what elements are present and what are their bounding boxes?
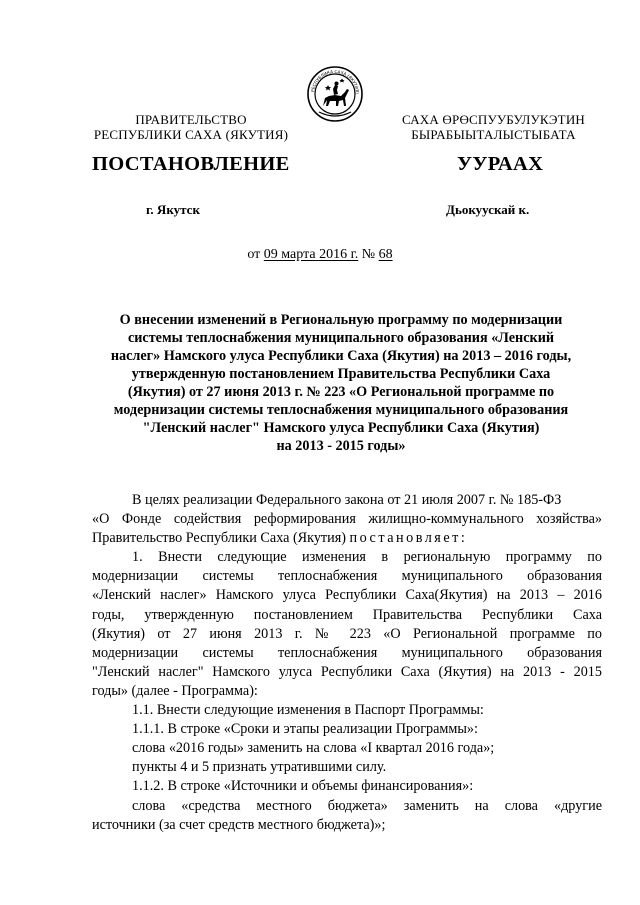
subject-line: "Ленский наслег" Намского улуса Республики Саха (Якутия) xyxy=(142,420,540,436)
document-body xyxy=(92,491,602,835)
body-line: 1.1.1. В строке «Сроки и этапы реализации Программы»: xyxy=(132,721,478,738)
government-title-line1: ПРАВИТЕЛЬСТВО xyxy=(135,112,247,127)
government-title-line2: РЕСПУБЛИКИ САХА (ЯКУТИЯ) xyxy=(93,127,289,142)
document-type-sakha: УУРААХ xyxy=(457,153,544,175)
subject-line: наслег» Намского улуса Республики Саха (Якутия) на 2013 – 2016 годы, xyxy=(110,348,572,364)
body-line xyxy=(92,529,602,548)
coat-of-arms-icon xyxy=(305,56,365,130)
subject-line: О внесении изменений в Региональную программу по модернизации xyxy=(119,312,563,328)
subject-line: на 2013 - 2015 годы» xyxy=(276,438,406,454)
government-title-sakha-line1: САХА ӨРӨСПУУБУЛУКЭТИН xyxy=(401,112,585,127)
document-number: 68 xyxy=(378,247,393,262)
header-right xyxy=(386,112,601,142)
body-line: «Ленский наслег» Намского улуса Республики Саха(Якутия) на 2013 – 2016 xyxy=(92,587,602,604)
emblem-ring-text: РЕСПУБЛИКА САХА (ЯКУТИЯ) xyxy=(310,68,361,95)
header-left xyxy=(86,112,296,142)
document-date: 09 марта 2016 г. xyxy=(263,247,359,262)
body-line: (Якутия) от 27 июня 2013 г. № 223 «О Региональной программе по xyxy=(92,625,602,642)
city-sakha: Дьокуускай к. xyxy=(446,202,530,217)
subject-line: утвержденную постановлением Правительства Республики Саха xyxy=(131,366,551,382)
subject-line: модернизации системы теплоснабжения муниципального образования xyxy=(113,402,569,418)
body-line: модернизации системы теплоснабжения муниципального образования xyxy=(92,568,602,585)
body-line: "Ленский наслег" Намского улуса Республики Саха (Якутия) на 2013 - 2015 xyxy=(92,663,602,680)
document-type-ru: ПОСТАНОВЛЕНИЕ xyxy=(92,153,290,175)
body-line: источники (за счет средств местного бюджета)»; xyxy=(92,816,386,833)
body-line: слова «средства местного бюджета» заменить на слова «другие xyxy=(132,797,602,814)
body-line: пункты 4 и 5 признать утратившими силу. xyxy=(132,759,387,776)
body-line: слова «2016 годы» заменить на слова «I квартал 2016 года»; xyxy=(132,740,495,757)
body-line: модернизации системы теплоснабжения муниципального образования xyxy=(92,644,602,661)
body-line: 1. Внести следующие изменения в региональную программу по xyxy=(132,549,602,566)
subject-line: системы теплоснабжения муниципального образования «Ленский xyxy=(127,330,555,346)
resolves-word: постановляет: xyxy=(349,530,468,547)
government-text: Правительство Республики Саха (Якутия) xyxy=(92,530,350,547)
body-line: В целях реализации Федерального закона от 21 июля 2007 г. № 185-ФЗ xyxy=(132,492,562,508)
body-line: годы, утвержденную постановлением Правительства Республики Саха xyxy=(92,606,602,623)
date-prefix: от xyxy=(247,247,264,262)
body-line: 1.1. Внести следующие изменения в Паспорт Программы: xyxy=(132,702,484,719)
body-line: «О Фонде содействия реформирования жилищно-коммунального хозяйства» xyxy=(92,511,602,528)
body-line: 1.1.2. В строке «Источники и объемы финансирования»: xyxy=(132,778,474,795)
government-title-sakha-line2: БЫРАБЫЫТАЛЫСТЫБАТА xyxy=(411,127,576,142)
body-line: годы» (далее - Программа): xyxy=(92,682,258,699)
coat-of-arms-emblem xyxy=(305,56,365,130)
city-ru: г. Якутск xyxy=(146,202,200,217)
subject-line: (Якутия) от 27 июня 2013 г. № 223 «О Региональной программе по xyxy=(127,384,555,400)
document-dateline xyxy=(0,247,640,263)
document-subject xyxy=(92,311,590,455)
number-sign: № xyxy=(358,247,379,262)
